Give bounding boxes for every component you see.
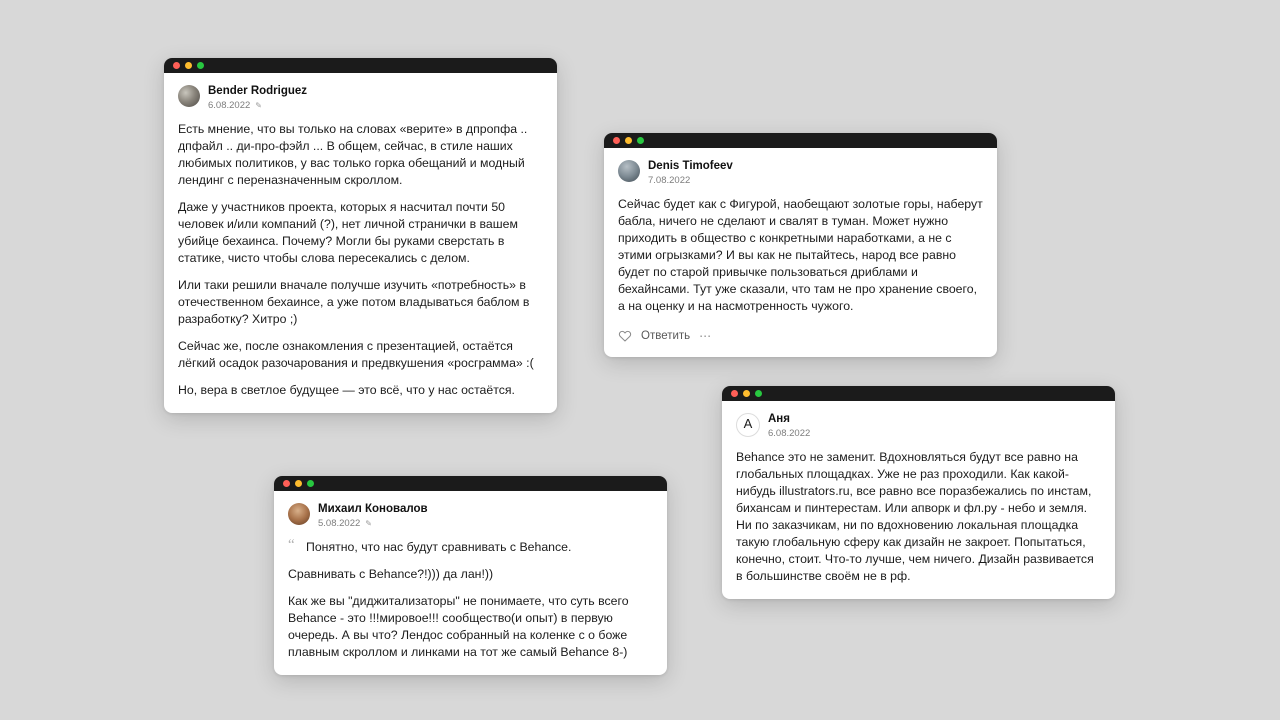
- window-titlebar[interactable]: [274, 476, 667, 491]
- pencil-icon: ✎: [365, 518, 372, 528]
- maximize-icon[interactable]: [197, 62, 204, 69]
- comment-paragraph: Сейчас будет как с Фигурой, наобещают золотые горы, наберут бабла, ничего не сделают и свалят в туман. Может нужно приходить в общество с конкретными наработками, а не с этими огрызками? И вы как не пытайтесь, народ все равно будет по старой привычке пользоваться дриблами и бехайнсами. Тут уже сказали, что там не про хранение своего, а на оценку и на насмотренность чужого.: [618, 197, 983, 313]
- minimize-icon[interactable]: [185, 62, 192, 69]
- close-icon[interactable]: [613, 137, 620, 144]
- comment-card-anya[interactable]: [722, 386, 1115, 599]
- comment-header: [178, 85, 543, 111]
- comment-paragraph: Даже у участников проекта, которых я насчитал почти 50 человек и/или компаний (?), нет личной странички в вашем убийце бехаинса. Почему? Могли бы руками сверстать в статике, чисто чтобы слова пересекались с делом.: [178, 200, 518, 265]
- comment-paragraph: Но, вера в светлое будущее — это всё, что у нас остаётся.: [178, 383, 515, 397]
- ellipsis-icon[interactable]: ⋯: [699, 329, 712, 343]
- comment-paragraph: Сравнивать с Behance?!))) да лан!)): [288, 567, 494, 581]
- minimize-icon[interactable]: [625, 137, 632, 144]
- window-titlebar[interactable]: [164, 58, 557, 73]
- avatar[interactable]: [288, 503, 310, 525]
- comment-header: [736, 413, 1101, 439]
- comment-header: [618, 160, 983, 186]
- date-row: [318, 518, 428, 529]
- date-row: [208, 100, 307, 111]
- avatar[interactable]: [178, 85, 200, 107]
- comment-paragraph: Behance это не заменит. Вдохновляться будут все равно на глобальных площадках. Уже не раз проходили. Как какой-нибудь illustrators.ru, все равно все поразбежались по инстам, бихансам и пинтерестам. Или апворк и фл.ру - небо и земля. Ни по заказчикам, ни по вдохновению локальная площадка такую глобальную сферу как дизайн не закроет. Попытаться, конечно, стоит. Что-то лучше, чем ничего. Дизайн развивается в большинстве своём не в рф.: [736, 450, 1094, 583]
- author-name: Михаил Коновалов: [318, 503, 428, 515]
- window-titlebar[interactable]: [722, 386, 1115, 401]
- maximize-icon[interactable]: [307, 480, 314, 487]
- date-row: [648, 175, 733, 186]
- comment-paragraph: Сейчас же, после ознакомления с презентацией, остаётся лёгкий осадок разочарования и предвкушения «росграмма» :(: [178, 339, 534, 370]
- comment-card-mikhail[interactable]: [274, 476, 667, 675]
- window-titlebar[interactable]: [604, 133, 997, 148]
- quote-paragraph: Понятно, что нас будут сравнивать с Behance.: [306, 540, 572, 554]
- pencil-icon: ✎: [255, 100, 262, 110]
- author-meta: [318, 503, 428, 529]
- card-body: [164, 73, 557, 413]
- comment-paragraph: Или таки решили вначале получше изучить «потребность» в отечественном бехаинсе, а уже потом владываться баблом в разработку? Хитро ;): [178, 278, 530, 326]
- author-meta: [768, 413, 810, 439]
- comment-actions: [618, 329, 983, 343]
- close-icon[interactable]: [731, 390, 738, 397]
- comment-date: 5.08.2022: [318, 518, 361, 529]
- comment-paragraph: Есть мнение, что вы только на словах «верите» в дпропфа .. дпфайл .. ди-про-фэйл ... В общем, сейчас, в стиле наших любимых политиков, у вас только горка обещаний и модный лендинг с переназначенным скроллом.: [178, 122, 528, 187]
- comment-header: [288, 503, 653, 529]
- author-meta: [208, 85, 307, 111]
- author-meta: [648, 160, 733, 186]
- maximize-icon[interactable]: [755, 390, 762, 397]
- author-name: Аня: [768, 413, 790, 425]
- minimize-icon[interactable]: [295, 480, 302, 487]
- date-row: [768, 428, 810, 439]
- comment-paragraph: Как же вы "диджитализаторы" не понимаете, что суть всего Behance - это !!!мировое!!! сообщество(и опыт) в первую очередь. А вы что? Лендос собранный на коленке с о боже плавным скроллом и линками на тот же самый Behance 8-): [288, 594, 629, 659]
- comment-date: 7.08.2022: [648, 175, 691, 186]
- close-icon[interactable]: [173, 62, 180, 69]
- maximize-icon[interactable]: [637, 137, 644, 144]
- heart-icon[interactable]: [618, 329, 632, 343]
- comment-date: 6.08.2022: [768, 428, 811, 439]
- card-body: [722, 401, 1115, 599]
- card-body: [604, 148, 997, 357]
- minimize-icon[interactable]: [743, 390, 750, 397]
- quoted-text: [288, 539, 653, 556]
- avatar[interactable]: A: [736, 413, 760, 437]
- author-name: Bender Rodriguez: [208, 85, 308, 97]
- close-icon[interactable]: [283, 480, 290, 487]
- card-body: [274, 491, 667, 675]
- comment-date: 6.08.2022: [208, 100, 251, 111]
- comment-card-denis[interactable]: [604, 133, 997, 357]
- avatar[interactable]: [618, 160, 640, 182]
- reply-button[interactable]: Ответить: [641, 330, 691, 342]
- quote-icon: “: [288, 537, 295, 553]
- author-name: Denis Timofeev: [648, 160, 733, 172]
- comment-card-bender[interactable]: [164, 58, 557, 413]
